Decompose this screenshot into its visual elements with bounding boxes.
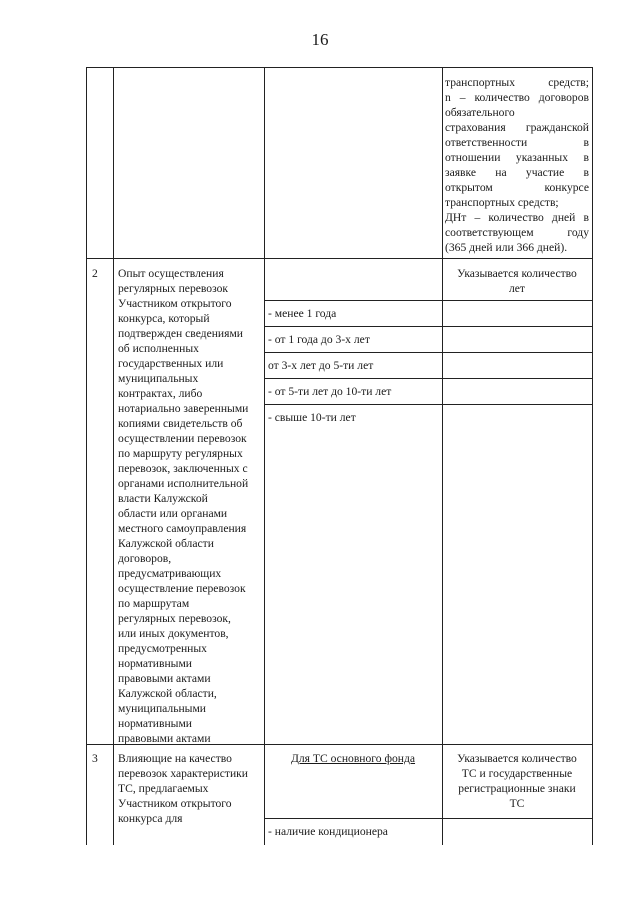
row-number: 3	[92, 752, 98, 765]
text-line: ТС	[509, 797, 525, 810]
option-item: - свыше 10-ти лет	[268, 411, 356, 424]
text-line: об исполненных	[118, 342, 199, 355]
text-line: по маршрутам	[118, 597, 190, 610]
text-line: предусматривающих	[118, 567, 222, 580]
text-line: открытом конкурсе	[445, 181, 589, 194]
text-line: власти Калужской	[118, 492, 208, 505]
option-item: - наличие кондиционера	[268, 825, 388, 838]
text-line: ТС и государственные	[461, 767, 573, 780]
text-line: Калужской области,	[118, 687, 217, 700]
text-line: Калужской области	[118, 537, 214, 550]
text-line: нормативными	[118, 657, 193, 670]
option-item: - от 1 года до 3-х лет	[268, 333, 370, 346]
text-line: транспортных средств;	[445, 76, 589, 89]
fund-heading: Для ТС основного фонда	[290, 752, 416, 765]
text-line: обязательного	[445, 106, 515, 119]
text-line: Участником открытого	[118, 797, 232, 810]
text-line: регулярных перевозок	[118, 282, 229, 295]
text-line: органами исполнительной	[118, 477, 249, 490]
page-number: 16	[311, 30, 329, 49]
text-line: (365 дней или 366 дней).	[445, 241, 568, 254]
scoring-note	[445, 266, 589, 296]
scoring-note	[445, 751, 589, 811]
text-line: перевозок, заключенных с	[118, 462, 248, 475]
text-line: перевозок характеристики	[118, 767, 249, 780]
text-line: конкурса для	[118, 812, 183, 825]
prev-row-formula-description	[445, 75, 589, 255]
text-line: Влияющие на качество	[118, 752, 232, 765]
text-line: Указывается количество	[457, 267, 577, 280]
text-line: муниципальными	[118, 702, 207, 715]
text-line: Указывается количество	[457, 752, 577, 765]
text-line: государственных или	[118, 357, 224, 370]
text-line: правовыми актами	[118, 672, 211, 685]
text-line: страхования гражданской	[445, 121, 589, 134]
text-line: Участником открытого	[118, 297, 232, 310]
row-number: 2	[92, 267, 98, 280]
text-line: отношении указанных в	[445, 151, 589, 164]
text-line: ТС, предлагаемых	[118, 782, 209, 795]
text-line: транспортных средств;	[445, 196, 559, 209]
text-line: области или органами	[118, 507, 228, 520]
text-line: осуществлении перевозок	[118, 432, 247, 445]
text-line: договоров,	[118, 552, 172, 565]
text-line: местного самоуправления	[118, 522, 247, 535]
text-line: правовыми актами	[118, 732, 211, 745]
criterion-text	[118, 266, 263, 746]
text-line: ДНт – количество дней в	[445, 211, 589, 224]
text-line: заявке на участие в	[445, 166, 589, 179]
text-line: лет	[509, 282, 525, 295]
text-line: Опыт осуществления	[118, 267, 224, 280]
text-line: копиями свидетельств об	[118, 417, 243, 430]
text-line: муниципальных	[118, 372, 199, 385]
option-item: - от 5-ти лет до 10-ти лет	[268, 385, 392, 398]
text-line: предусмотренных	[118, 642, 207, 655]
text-line: подтвержден сведениями	[118, 327, 244, 340]
text-line: нормативными	[118, 717, 193, 730]
option-item: - менее 1 года	[268, 307, 337, 320]
text-line: соответствующем году	[445, 226, 589, 239]
text-line: ответственности в	[445, 136, 589, 149]
text-line: по маршруту регулярных	[118, 447, 243, 460]
text-line: конкурса, который	[118, 312, 210, 325]
text-line: регистрационные знаки	[458, 782, 576, 795]
text-line: или иных документов,	[118, 627, 229, 640]
text-line: n – количество договоров	[445, 91, 589, 104]
text-line: регулярных перевозок,	[118, 612, 231, 625]
text-line: осуществление перевозок	[118, 582, 246, 595]
text-line: нотариально заверенными	[118, 402, 249, 415]
criterion-text	[118, 751, 263, 826]
option-item: от 3-х лет до 5-ти лет	[268, 359, 374, 372]
text-line: контрактах, либо	[118, 387, 203, 400]
